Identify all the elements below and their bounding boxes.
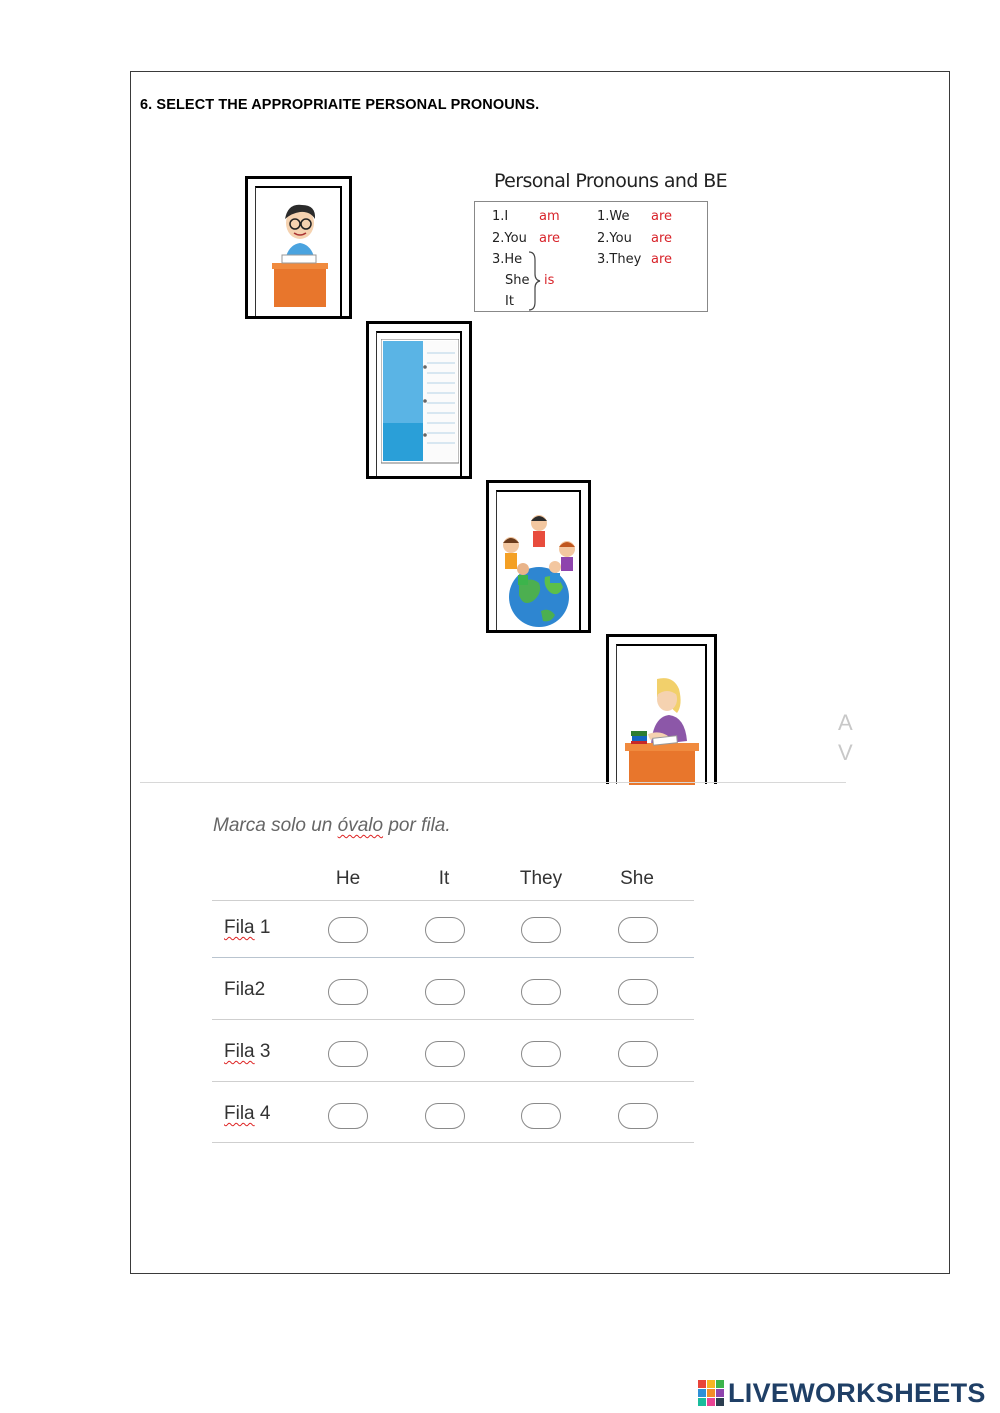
pronoun-you-singular: 2.You: [492, 231, 527, 246]
radio-row2-they[interactable]: [521, 979, 561, 1005]
row-label-word: Fila: [224, 917, 255, 938]
liveworksheets-logo: [698, 1378, 986, 1408]
grid-line: [212, 957, 694, 958]
pronoun-you-plural: 2.You: [597, 231, 632, 246]
row-label-word: Fila2: [224, 979, 266, 1000]
row-label-number: 3: [254, 1041, 271, 1062]
row-label-2: [224, 979, 265, 1001]
verb-is: is: [544, 273, 555, 288]
form-hint: [213, 815, 451, 837]
column-header-they: They: [519, 868, 563, 889]
row-label-number: 1: [254, 917, 271, 938]
woman-illustration: [621, 675, 705, 785]
pronouns-chart-title: Personal Pronouns and BE: [494, 170, 728, 192]
pronouns-chart: [474, 201, 708, 312]
verb-am: am: [539, 209, 560, 224]
boy-illustration: [270, 197, 330, 307]
picture-boy-at-desk: [245, 176, 352, 319]
verb-are-we: are: [651, 209, 673, 224]
column-header-he: He: [335, 868, 361, 889]
grid-line: [212, 900, 694, 901]
verb-are-you-plural: are: [651, 231, 673, 246]
radio-row4-he[interactable]: [328, 1103, 368, 1129]
radio-row3-she[interactable]: [618, 1041, 658, 1067]
pronoun-she: She: [505, 273, 530, 288]
grid-line: [212, 1142, 694, 1143]
logo-square: [707, 1398, 715, 1406]
grid-line: [212, 1019, 694, 1020]
pronoun-he: 3.He: [492, 252, 523, 267]
radio-row3-they[interactable]: [521, 1041, 561, 1067]
radio-row1-it[interactable]: [425, 917, 465, 943]
section-divider: [140, 782, 846, 783]
logo-square: [707, 1389, 715, 1397]
verb-are-you-singular: are: [539, 231, 561, 246]
picture-children-globe: [486, 480, 591, 633]
radio-row3-he[interactable]: [328, 1041, 368, 1067]
radio-row1-he[interactable]: [328, 917, 368, 943]
logo-square: [698, 1398, 706, 1406]
instruction-heading: 6. SELECT THE APPROPRIAITE PERSONAL PRONOUNS.: [140, 97, 540, 113]
row-label-1: [224, 917, 270, 939]
logo-square: [707, 1380, 715, 1388]
radio-row1-she[interactable]: [618, 917, 658, 943]
brace-icon: [527, 250, 541, 312]
pronoun-it: It: [505, 294, 514, 309]
hint-suffix: por fila.: [383, 815, 451, 836]
radio-row2-it[interactable]: [425, 979, 465, 1005]
radio-row4-it[interactable]: [425, 1103, 465, 1129]
logo-grid-icon: [698, 1380, 724, 1406]
faint-letter-v: V: [838, 740, 853, 765]
radio-row3-it[interactable]: [425, 1041, 465, 1067]
pronoun-they: 3.They: [597, 252, 642, 267]
brand-name: LIVEWORKSHEETS: [728, 1377, 986, 1408]
logo-square: [716, 1398, 724, 1406]
radio-row2-she[interactable]: [618, 979, 658, 1005]
row-label-3: [224, 1041, 270, 1063]
column-header-it: It: [438, 868, 450, 889]
globe-illustration: [497, 511, 581, 629]
row-label-number: 4: [254, 1103, 271, 1124]
pronoun-i: 1.I: [492, 209, 509, 224]
hint-word: óvalo: [337, 815, 384, 836]
picture-notebook: [366, 321, 472, 479]
grid-line: [212, 1081, 694, 1082]
radio-row2-he[interactable]: [328, 979, 368, 1005]
radio-row1-they[interactable]: [521, 917, 561, 943]
pronoun-we: 1.We: [597, 209, 630, 224]
logo-square: [698, 1380, 706, 1388]
hint-prefix: Marca solo un: [213, 815, 338, 836]
notebook-illustration: [381, 339, 459, 467]
verb-are-they: are: [651, 252, 673, 267]
row-label-word: Fila: [224, 1103, 255, 1124]
logo-square: [716, 1389, 724, 1397]
row-label-word: Fila: [224, 1041, 255, 1062]
radio-row4-she[interactable]: [618, 1103, 658, 1129]
picture-woman-at-desk: [606, 634, 717, 784]
logo-square: [716, 1380, 724, 1388]
column-header-she: She: [620, 868, 654, 889]
radio-row4-they[interactable]: [521, 1103, 561, 1129]
row-label-4: [224, 1103, 270, 1125]
faint-letter-a: A: [838, 710, 853, 735]
logo-square: [698, 1389, 706, 1397]
